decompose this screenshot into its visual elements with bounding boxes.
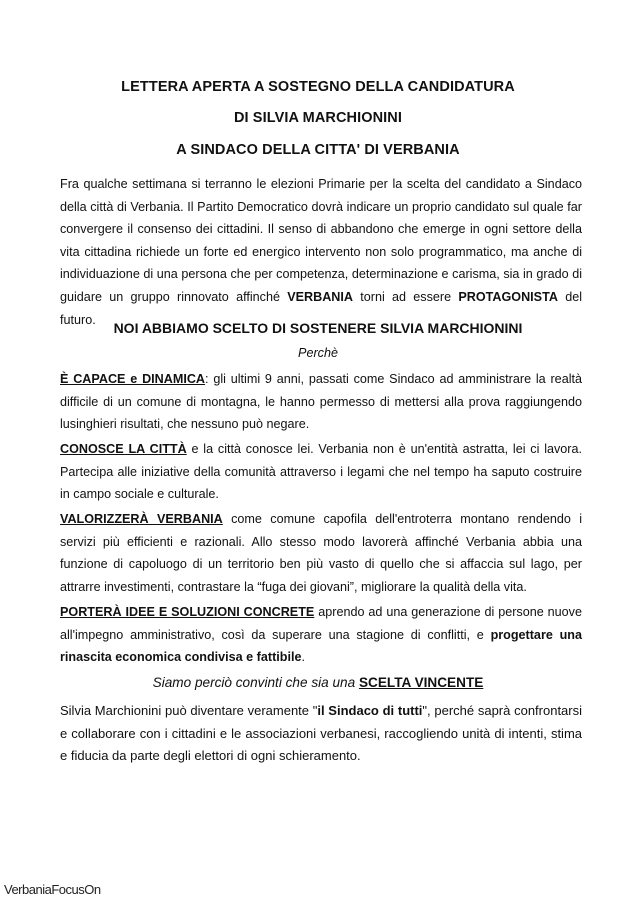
- title-line-1: LETTERA APERTA A SOSTEGNO DELLA CANDIDATURA: [121, 79, 515, 95]
- intro-text-a: Fra qualche settimana si terranno le elezioni Primarie per la scelta del candidato a Sindaco della città di Verbania. Il Partito Democratico dovrà indicare un proprio candidato sul quale far convergere il consenso dei cittadini. Il senso di abbandono che emerge in ogni settore della vita cittadina richiede un forte ed energico intervento non solo programmatico, ma anche di individuazione di una persona che per competenza, determinazione e carisma, sia in grado di guidare un gruppo rinnovato affinché: [60, 177, 582, 304]
- watermark-label: VerbaniaFocusOn: [4, 882, 101, 897]
- reason-label: CONOSCE LA CITTÀ: [60, 442, 187, 456]
- reason-text: e la città conosce lei. Verbania non è un'entità astratta, lei ci lavora. Partecipa alle iniziative della comunità attraverso i legami che nel tempo ha saputo costruire in campo sociale e culturale.: [60, 442, 582, 502]
- conclusion-line: [0, 675, 636, 690]
- reason-label: PORTERÀ IDEE E SOLUZIONI CONCRETE: [60, 605, 315, 619]
- reason-paragraph-capace: [60, 368, 582, 436]
- intro-text-c: del futuro.: [60, 289, 583, 327]
- reason-paragraph-valorizzera: [60, 508, 582, 598]
- reason-end: .: [301, 650, 305, 665]
- conclusion-highlight: SCELTA VINCENTE: [358, 675, 484, 690]
- reason-label: VALORIZZERÀ VERBANIA: [60, 512, 223, 526]
- final-bold: il Sindaco di tutti: [317, 703, 423, 718]
- intro-bold-protagonista: PROTAGONISTA: [458, 289, 558, 304]
- reason-paragraph-conosce: [60, 438, 582, 506]
- section-heading: NOI ABBIAMO SCELTO DI SOSTENERE SILVIA MARCHIONINI: [113, 320, 523, 336]
- conclusion-italic-text: Siamo perciò convinti che sia una: [152, 675, 359, 690]
- final-text-b: ", perché saprà confrontarsi e collaborare con i cittadini e le associazioni verbanesi, raccogliendo unità di intenti, stima e fiducia da parte degli elettori di ogni schieramento.: [60, 703, 583, 764]
- reason-text: : gli ultimi 9 anni, passati come Sindaco ad amministrare la realtà difficile di un comune di montagna, le hanno permesso di mettersi alla prova raggiungendo lusinghieri risultati, che nessuno può negare.: [60, 372, 582, 432]
- reason-text: aprendo ad una generazione di persone nuove all'impegno amministrativo, così da superare una stagione di conflitti, e: [60, 605, 582, 642]
- reason-paragraph-portera: [60, 601, 582, 669]
- intro-bold-verbania: VERBANIA: [287, 289, 353, 304]
- intro-paragraph: [60, 173, 582, 331]
- title-line-3: A SINDACO DELLA CITTA' DI VERBANIA: [176, 142, 460, 158]
- reason-bold-tail: progettare una rinascita economica condivisa e fattibile: [60, 627, 582, 665]
- intro-text-b: torni ad essere: [353, 289, 459, 304]
- final-paragraph: [60, 700, 582, 768]
- final-text-a: Silvia Marchionini può diventare veramente ": [60, 703, 318, 718]
- reason-label: È CAPACE e DINAMICA: [60, 372, 206, 386]
- title-line-2: DI SILVIA MARCHIONINI: [233, 110, 403, 126]
- perche-subheading: Perchè: [298, 346, 338, 360]
- reason-text: come comune capofila dell'entroterra montano rendendo i servizi più efficienti e razionali. Allo stesso modo lavorerà affinché Verbania abbia una funzione di capoluogo di un territorio ben più vasto di quello che si affaccia sul lago, per attrarre investimenti, contrastare la “fuga dei giovani”, migliorare la qualità della vita.: [60, 512, 583, 594]
